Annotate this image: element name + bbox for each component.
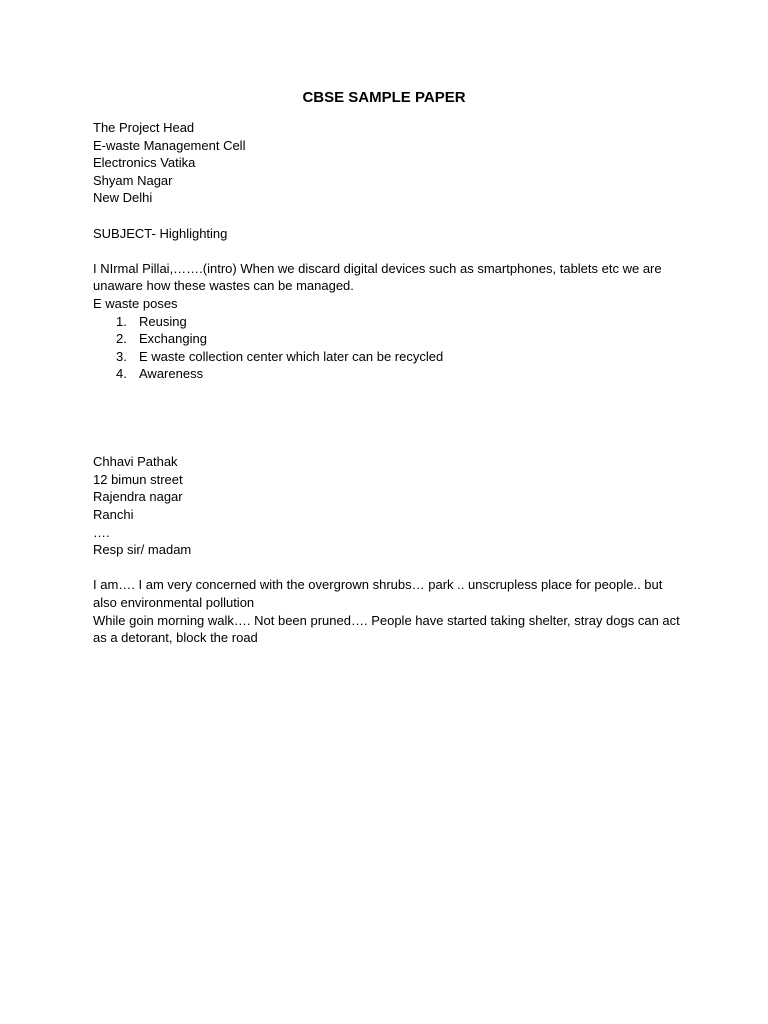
address-line: Shyam Nagar — [93, 172, 173, 188]
address-line: E-waste Management Cell — [93, 137, 246, 153]
list-item-text: E waste collection center which later can be recycled — [139, 348, 444, 364]
address-line: New Delhi — [93, 190, 153, 206]
list-item — [116, 365, 683, 383]
address-line: Rajendra nagar — [93, 489, 183, 505]
list-item — [116, 313, 683, 331]
spacer — [93, 207, 683, 225]
list-item-text: Exchanging — [139, 331, 207, 347]
list-number: 4. — [116, 366, 127, 382]
body-line: also environmental pollution — [93, 595, 255, 611]
address-line: The Project Head — [93, 120, 195, 135]
list-item-text: Reusing — [139, 313, 187, 329]
sender-address — [93, 453, 683, 541]
recipient-address — [93, 119, 683, 207]
address-line: 12 bimun street — [93, 471, 183, 487]
list-item — [116, 330, 683, 348]
intro-line: I NIrmal Pillai,…….(intro) When we discard digital devices such as smartphones, tablets etc we are — [93, 260, 662, 276]
page-title: CBSE SAMPLE PAPER — [302, 89, 466, 106]
intro-line: unaware how these wastes can be managed. — [93, 278, 354, 294]
document-body — [93, 119, 683, 647]
spacer — [93, 383, 683, 453]
body-line: I am…. I am very concerned with the overgrown shrubs… park .. unscrupless place for people.. but — [93, 577, 663, 593]
body-line: as a detorant, block the road — [93, 630, 258, 646]
list-number: 2. — [116, 331, 127, 347]
address-line: …. — [93, 524, 110, 540]
list-number: 1. — [116, 313, 127, 329]
spacer — [93, 559, 683, 577]
subject-line: SUBJECT- Highlighting — [93, 225, 228, 241]
address-line: Ranchi — [93, 507, 134, 523]
poses-heading: E waste poses — [93, 295, 178, 311]
list-item-text: Awareness — [139, 366, 204, 382]
address-line: Chhavi Pathak — [93, 454, 178, 470]
address-line: Electronics Vatika — [93, 155, 196, 171]
poses-list — [93, 313, 683, 383]
spacer — [93, 242, 683, 260]
body-line: While goin morning walk…. Not been pruned…. People have started taking shelter, stray dogs can act — [93, 612, 680, 628]
list-number: 3. — [116, 348, 127, 364]
list-item — [116, 348, 683, 366]
salutation: Resp sir/ madam — [93, 542, 192, 558]
